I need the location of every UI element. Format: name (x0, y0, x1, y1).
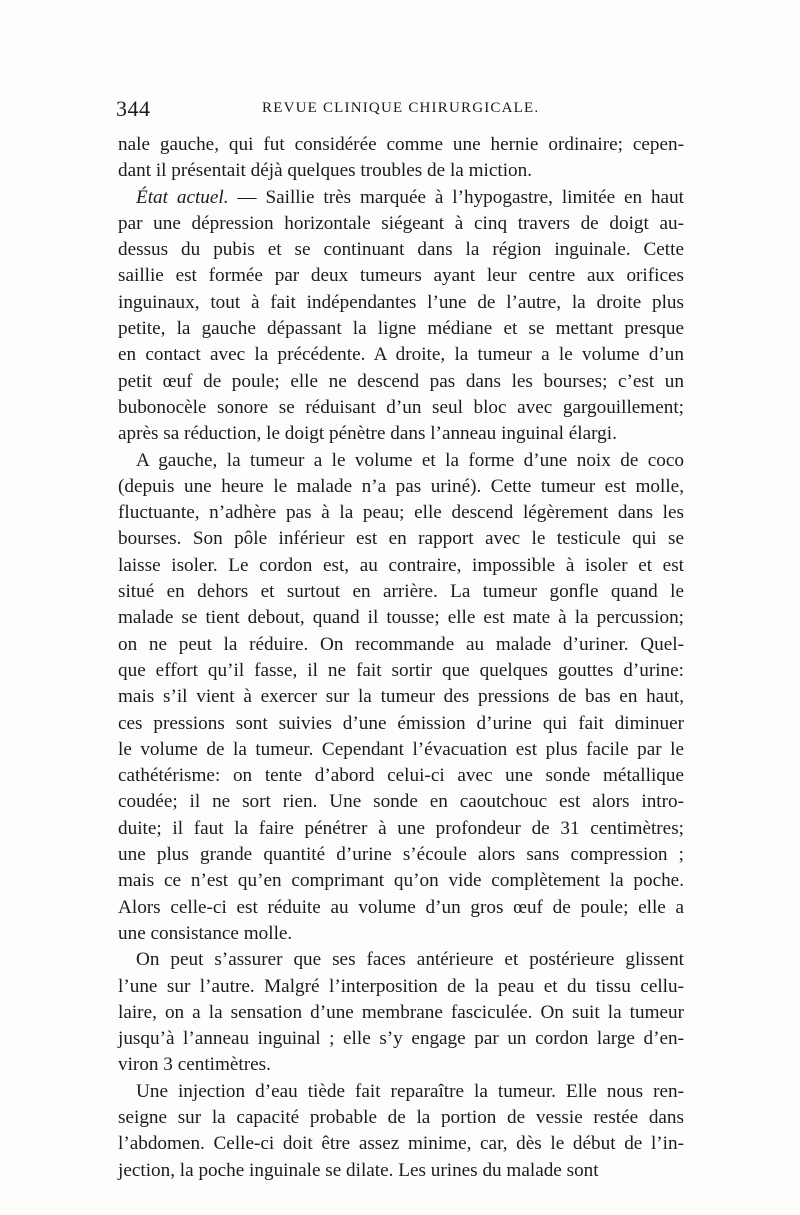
text-line (118, 553, 684, 579)
text-line (118, 316, 684, 342)
line-text: on ne peut la réduire. On recommande au malade d’uriner. Quel- (118, 633, 684, 655)
text-line (118, 658, 684, 684)
paragraph (118, 185, 684, 448)
text-line (118, 842, 684, 868)
text-line (118, 737, 684, 763)
line-text: dant il présentait déjà quelques troubles de la miction. (118, 160, 533, 182)
section-lead: État actuel. (136, 186, 229, 208)
line-text: cathétérisme: on tente d’abord celui-ci avec une sonde métallique (118, 765, 684, 787)
text-line (118, 579, 684, 605)
text-line (118, 789, 684, 815)
text-line (118, 632, 684, 658)
line-text: en contact avec la précédente. A droite, la tumeur a le volume d’un (118, 344, 684, 366)
line-text: petite, la gauche dépassant la ligne médiane et se mettant presque (118, 318, 684, 340)
text-line (118, 605, 684, 631)
line-text: après sa réduction, le doigt pénètre dans l’anneau inguinal élargi. (118, 423, 617, 445)
line-text: seigne sur la capacité probable de la portion de vessie restée dans (118, 1106, 684, 1128)
text-line (118, 684, 684, 710)
line-text: mais s’il vient à exercer sur la tumeur des pressions de bas en haut, (118, 686, 684, 708)
text-line (118, 158, 684, 184)
line-text: jection, la poche inguinale se dilate. Les urines du malade sont (118, 1159, 599, 1181)
line-text: dessus du pubis et se continuant dans la région inguinale. Cette (118, 239, 684, 261)
text-line (118, 474, 684, 500)
line-text: petit œuf de poule; elle ne descend pas dans les bourses; c’est un (118, 370, 684, 392)
text-line (118, 395, 684, 421)
text-line (118, 448, 684, 474)
line-text: Alors celle-ci est réduite au volume d’un gros œuf de poule; elle a (118, 896, 684, 918)
text-line (118, 711, 684, 737)
line-text: l’abdomen. Celle-ci doit être assez minime, car, dès le début de l’in- (118, 1133, 684, 1155)
text-line (118, 895, 684, 921)
text-line (118, 1131, 684, 1157)
text-line (118, 211, 684, 237)
text-line (118, 763, 684, 789)
paragraph (118, 1079, 684, 1184)
page-number: 344 (116, 96, 151, 121)
line-text: une plus grande quantité d’urine s’écoule alors sans compression ; (118, 844, 684, 866)
line-text: A gauche, la tumeur a le volume et la forme d’une noix de coco (136, 449, 684, 471)
line-text: par une dépression horizontale siégeant à cinq travers de doigt au- (118, 212, 684, 234)
line-text: bourses. Son pôle inférieur est en rapport avec le testicule qui se (118, 528, 684, 550)
line-text: viron 3 centimètres. (118, 1054, 271, 1076)
text-line (118, 921, 684, 947)
line-text: malade se tient debout, quand il tousse; elle est mate à la percussion; (118, 607, 684, 629)
line-text: fluctuante, n’adhère pas à la peau; elle descend légèrement dans les (118, 502, 684, 524)
text-line (118, 1026, 684, 1052)
text-line (118, 263, 684, 289)
line-text: l’une sur l’autre. Malgré l’interposition de la peau et du tissu cellu- (118, 975, 684, 997)
line-text: le volume de la tumeur. Cependant l’évacuation est plus facile par le (118, 738, 684, 760)
line-text: — Saillie très marquée à l’hypogastre, limitée en haut (228, 186, 684, 208)
paragraph (118, 132, 684, 185)
line-text: mais ce n’est qu’en comprimant qu’on vide complètement la poche. (118, 870, 684, 892)
line-text: On peut s’assurer que ses faces antérieure et postérieure glissent (136, 949, 684, 971)
text-line (118, 1158, 684, 1184)
text-line (118, 421, 684, 447)
text-line (118, 342, 684, 368)
paragraph (118, 448, 684, 948)
text-line (118, 1000, 684, 1026)
line-text: Une injection d’eau tiède fait reparaître la tumeur. Elle nous ren- (136, 1080, 684, 1102)
line-text: (depuis une heure le malade n’a pas uriné). Cette tumeur est molle, (118, 475, 684, 497)
text-line (118, 974, 684, 1000)
text-line (118, 500, 684, 526)
line-text: saillie est formée par deux tumeurs ayant leur centre aux orifices (118, 265, 684, 287)
text-line (118, 816, 684, 842)
text-line (118, 1079, 684, 1105)
text-line (118, 185, 684, 211)
body-text (118, 132, 684, 1184)
line-text: jusqu’à l’anneau inguinal ; elle s’y engage par un cordon large d’en- (118, 1028, 684, 1050)
line-text: que effort qu’il fasse, il ne fait sortir que quelques gouttes d’urine: (118, 659, 684, 681)
paragraph (118, 947, 684, 1078)
text-line (118, 526, 684, 552)
line-text: coudée; il ne sort rien. Une sonde en caoutchouc est alors intro- (118, 791, 684, 813)
page-header (116, 96, 684, 126)
text-line (118, 237, 684, 263)
text-line (118, 1052, 684, 1078)
line-text: situé en dehors et surtout en arrière. La tumeur gonfle quand le (118, 581, 684, 603)
line-text: inguinaux, tout à fait indépendantes l’une de l’autre, la droite plus (118, 291, 684, 313)
running-head: REVUE CLINIQUE CHIRURGICALE. (262, 100, 540, 116)
line-text: laire, on a la sensation d’une membrane fasciculée. On suit la tumeur (118, 1001, 684, 1023)
text-line (118, 369, 684, 395)
line-text: duite; il faut la faire pénétrer à une profondeur de 31 centimètres; (118, 817, 684, 839)
line-text: une consistance molle. (118, 922, 293, 944)
line-text: ces pressions sont suivies d’une émission d’urine qui fait diminuer (118, 712, 684, 734)
line-text: bubonocèle sonore se réduisant d’un seul bloc avec gargouillement; (118, 396, 684, 418)
text-line (118, 1105, 684, 1131)
text-line (118, 290, 684, 316)
line-text: laisse isoler. Le cordon est, au contraire, impossible à isoler et est (118, 554, 684, 576)
text-line (118, 132, 684, 158)
text-line (118, 868, 684, 894)
text-line (118, 947, 684, 973)
line-text: nale gauche, qui fut considérée comme une hernie ordinaire; cepen- (118, 134, 684, 155)
